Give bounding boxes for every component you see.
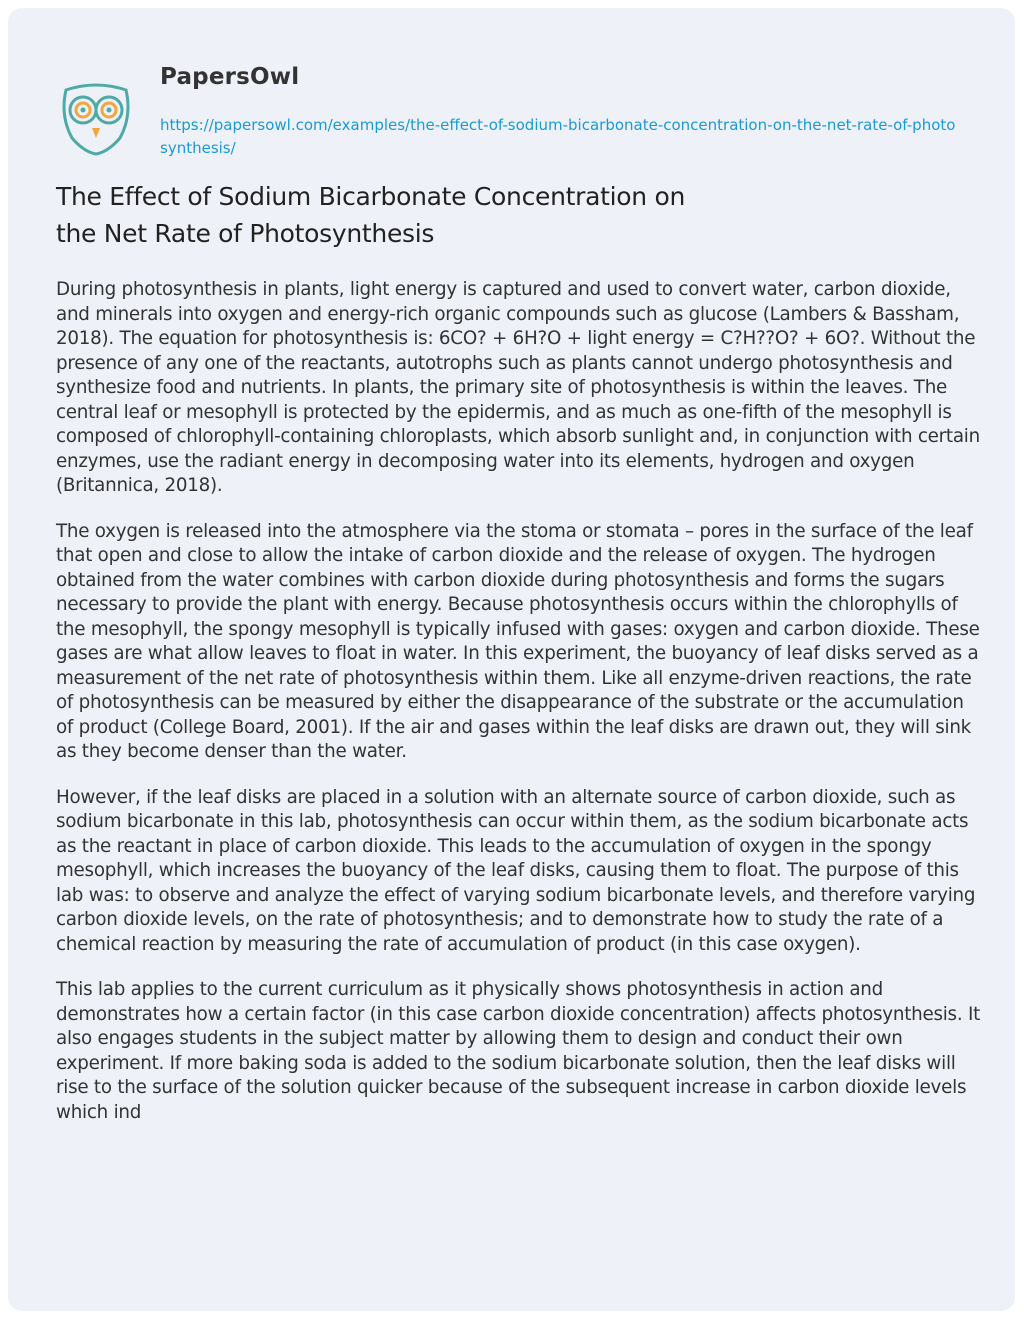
paragraph: The oxygen is released into the atmosphere via the stoma or stomata – pores in the surface of the leaf that open and close to allow the intake of carbon dioxide and the release of oxygen. The hydrogen obtained from the water combines with carbon dioxide during photosynthesis and forms the sugars necessary to provide the plant with energy. Because photosynthesis occurs within the chlorophylls of the mesophyll, the spongy mesophyll is typically infused with gases: oxygen and carbon dioxide. These gases are what allow leaves to float in water. In this experiment, the buoyancy of leaf disks served as a measurement of the net rate of photosynthesis within them. Like all enzyme-driven reactions, the rate of photosynthesis can be measured by either the disappearance of the substrate or the accumulation of product (College Board, 2001). If the air and gases within the leaf disks are drawn out, they will sink as they become denser than the water. — [56, 520, 980, 762]
source-url-link[interactable]: https://papersowl.com/examples/the-effect-of-sodium-bicarbonate-concentration-on-the-net-rate-of-photosynthesis/ — [160, 116, 956, 157]
owl-logo-icon[interactable] — [56, 76, 136, 156]
header — [56, 60, 976, 160]
brand-name[interactable]: PapersOwl — [160, 64, 300, 90]
paragraph: During photosynthesis in plants, light energy is captured and used to convert water, carbon dioxide, and minerals into oxygen and energy-rich organic compounds such as glucose (Lambers & Bassham, 2018). The equation for photosynthesis is: 6CO? + 6H?O + light energy = C?H??O? + 6O?. Without the presence of any one of the reactants, autotrophs such as plants cannot undergo photosynthesis and synthesize food and nutrients. In plants, the primary site of photosynthesis is within the leaves. The central leaf or mesophyll is protected by the epidermis, and as much as one-fifth of the mesophyll is composed of chlorophyll-containing chloroplasts, which absorb sunlight and, in conjunction with certain enzymes, use the radiant energy in decomposing water into its elements, hydrogen and oxygen (Britannica, 2018). — [56, 279, 980, 496]
paragraph: However, if the leaf disks are placed in a solution with an alternate source of carbon dioxide, such as sodium bicarbonate in this lab, photosynthesis can occur within them, as the sodium bicarbonate acts as the reactant in place of carbon dioxide. This leads to the accumulation of oxygen in the spongy mesophyll, which increases the buoyancy of the leaf disks, causing them to float. The purpose of this lab was: to observe and analyze the effect of varying sodium bicarbonate levels, and therefore varying carbon dioxide levels, on the rate of photosynthesis; and to demonstrate how to study the rate of a chemical reaction by measuring the rate of accumulation of product (in this case oxygen). — [56, 786, 976, 955]
article-body — [56, 278, 986, 1146]
title-line-2: the Net Rate of Photosynthesis — [56, 219, 435, 248]
paragraph: This lab applies to the current curriculum as it physically shows photosynthesis in action and demonstrates how a certain factor (in this case carbon dioxide concentration) affects photosynthesis. It also engages students in the subject matter by allowing them to design and conduct their own experiment. If more baking soda is added to the sodium bicarbonate solution, then the leaf disks will rise to the surface of the solution quicker because of the subsequent increase in carbon dioxide levels which ind — [56, 979, 981, 1123]
title-line-1: The Effect of Sodium Bicarbonate Concentration on — [56, 182, 686, 211]
page-title — [56, 178, 776, 252]
document-card — [8, 8, 1015, 1311]
